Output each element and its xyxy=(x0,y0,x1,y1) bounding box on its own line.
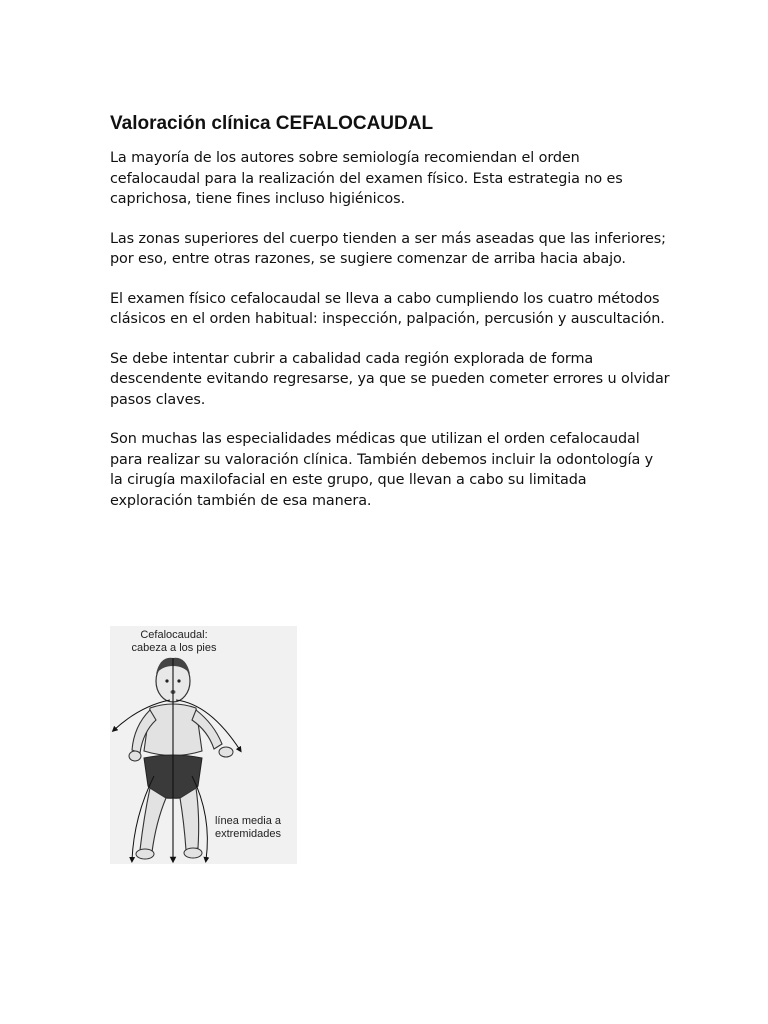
paragraph-2: Las zonas superiores del cuerpo tienden a ser más aseadas que las inferiores; por eso, entre otras razones, se sugiere comenzar de arriba hacia abajo. xyxy=(110,230,666,267)
baby-hand-left xyxy=(129,751,141,761)
baby-leg-right xyxy=(180,788,199,850)
baby-foot-left xyxy=(136,849,154,859)
cephalocaudal-illustration xyxy=(110,626,297,864)
paragraph-1: La mayoría de los autores sobre semiología recomiendan el orden cefalocaudal para la realización del examen físico. Esta estrategia no es caprichosa, tiene fines incluso higiénicos. xyxy=(110,150,623,207)
baby-hand-right xyxy=(219,747,233,757)
baby-eye-right xyxy=(177,679,180,682)
baby-foot-right xyxy=(184,848,202,858)
baby-figure-svg xyxy=(110,626,297,864)
paragraph-3: El examen físico cefalocaudal se lleva a cabo cumpliendo los cuatro métodos clásicos en el orden habitual: inspección, palpación, percusión y auscultación. xyxy=(110,290,665,327)
document-body xyxy=(110,112,670,530)
paragraph-4: Se debe intentar cubrir a cabalidad cada región explorada de forma descendente evitando regresarse, ya que se pueden cometer errores u olvidar pasos claves. xyxy=(110,350,670,408)
document-title: Valoración clínica CEFALOCAUDAL xyxy=(110,113,434,134)
paragraph-5: Son muchas las especialidades médicas que utilizan el orden cefalocaudal para realizar su valoración clínica. También debemos incluir la odontología y la cirugía maxilofacial en este grupo, que llevan a cabo su limitada exploración también de esa manera. xyxy=(110,431,654,509)
figure-label-top-2: cabeza a los pies xyxy=(131,642,217,654)
figure-label-bottom-2: extremidades xyxy=(214,828,282,840)
baby-leg-left xyxy=(140,788,166,852)
figure-label-top-1: Cefalocaudal: xyxy=(140,629,208,641)
figure-label-bottom-1: línea media a xyxy=(214,815,282,827)
baby-eye-left xyxy=(165,679,168,682)
